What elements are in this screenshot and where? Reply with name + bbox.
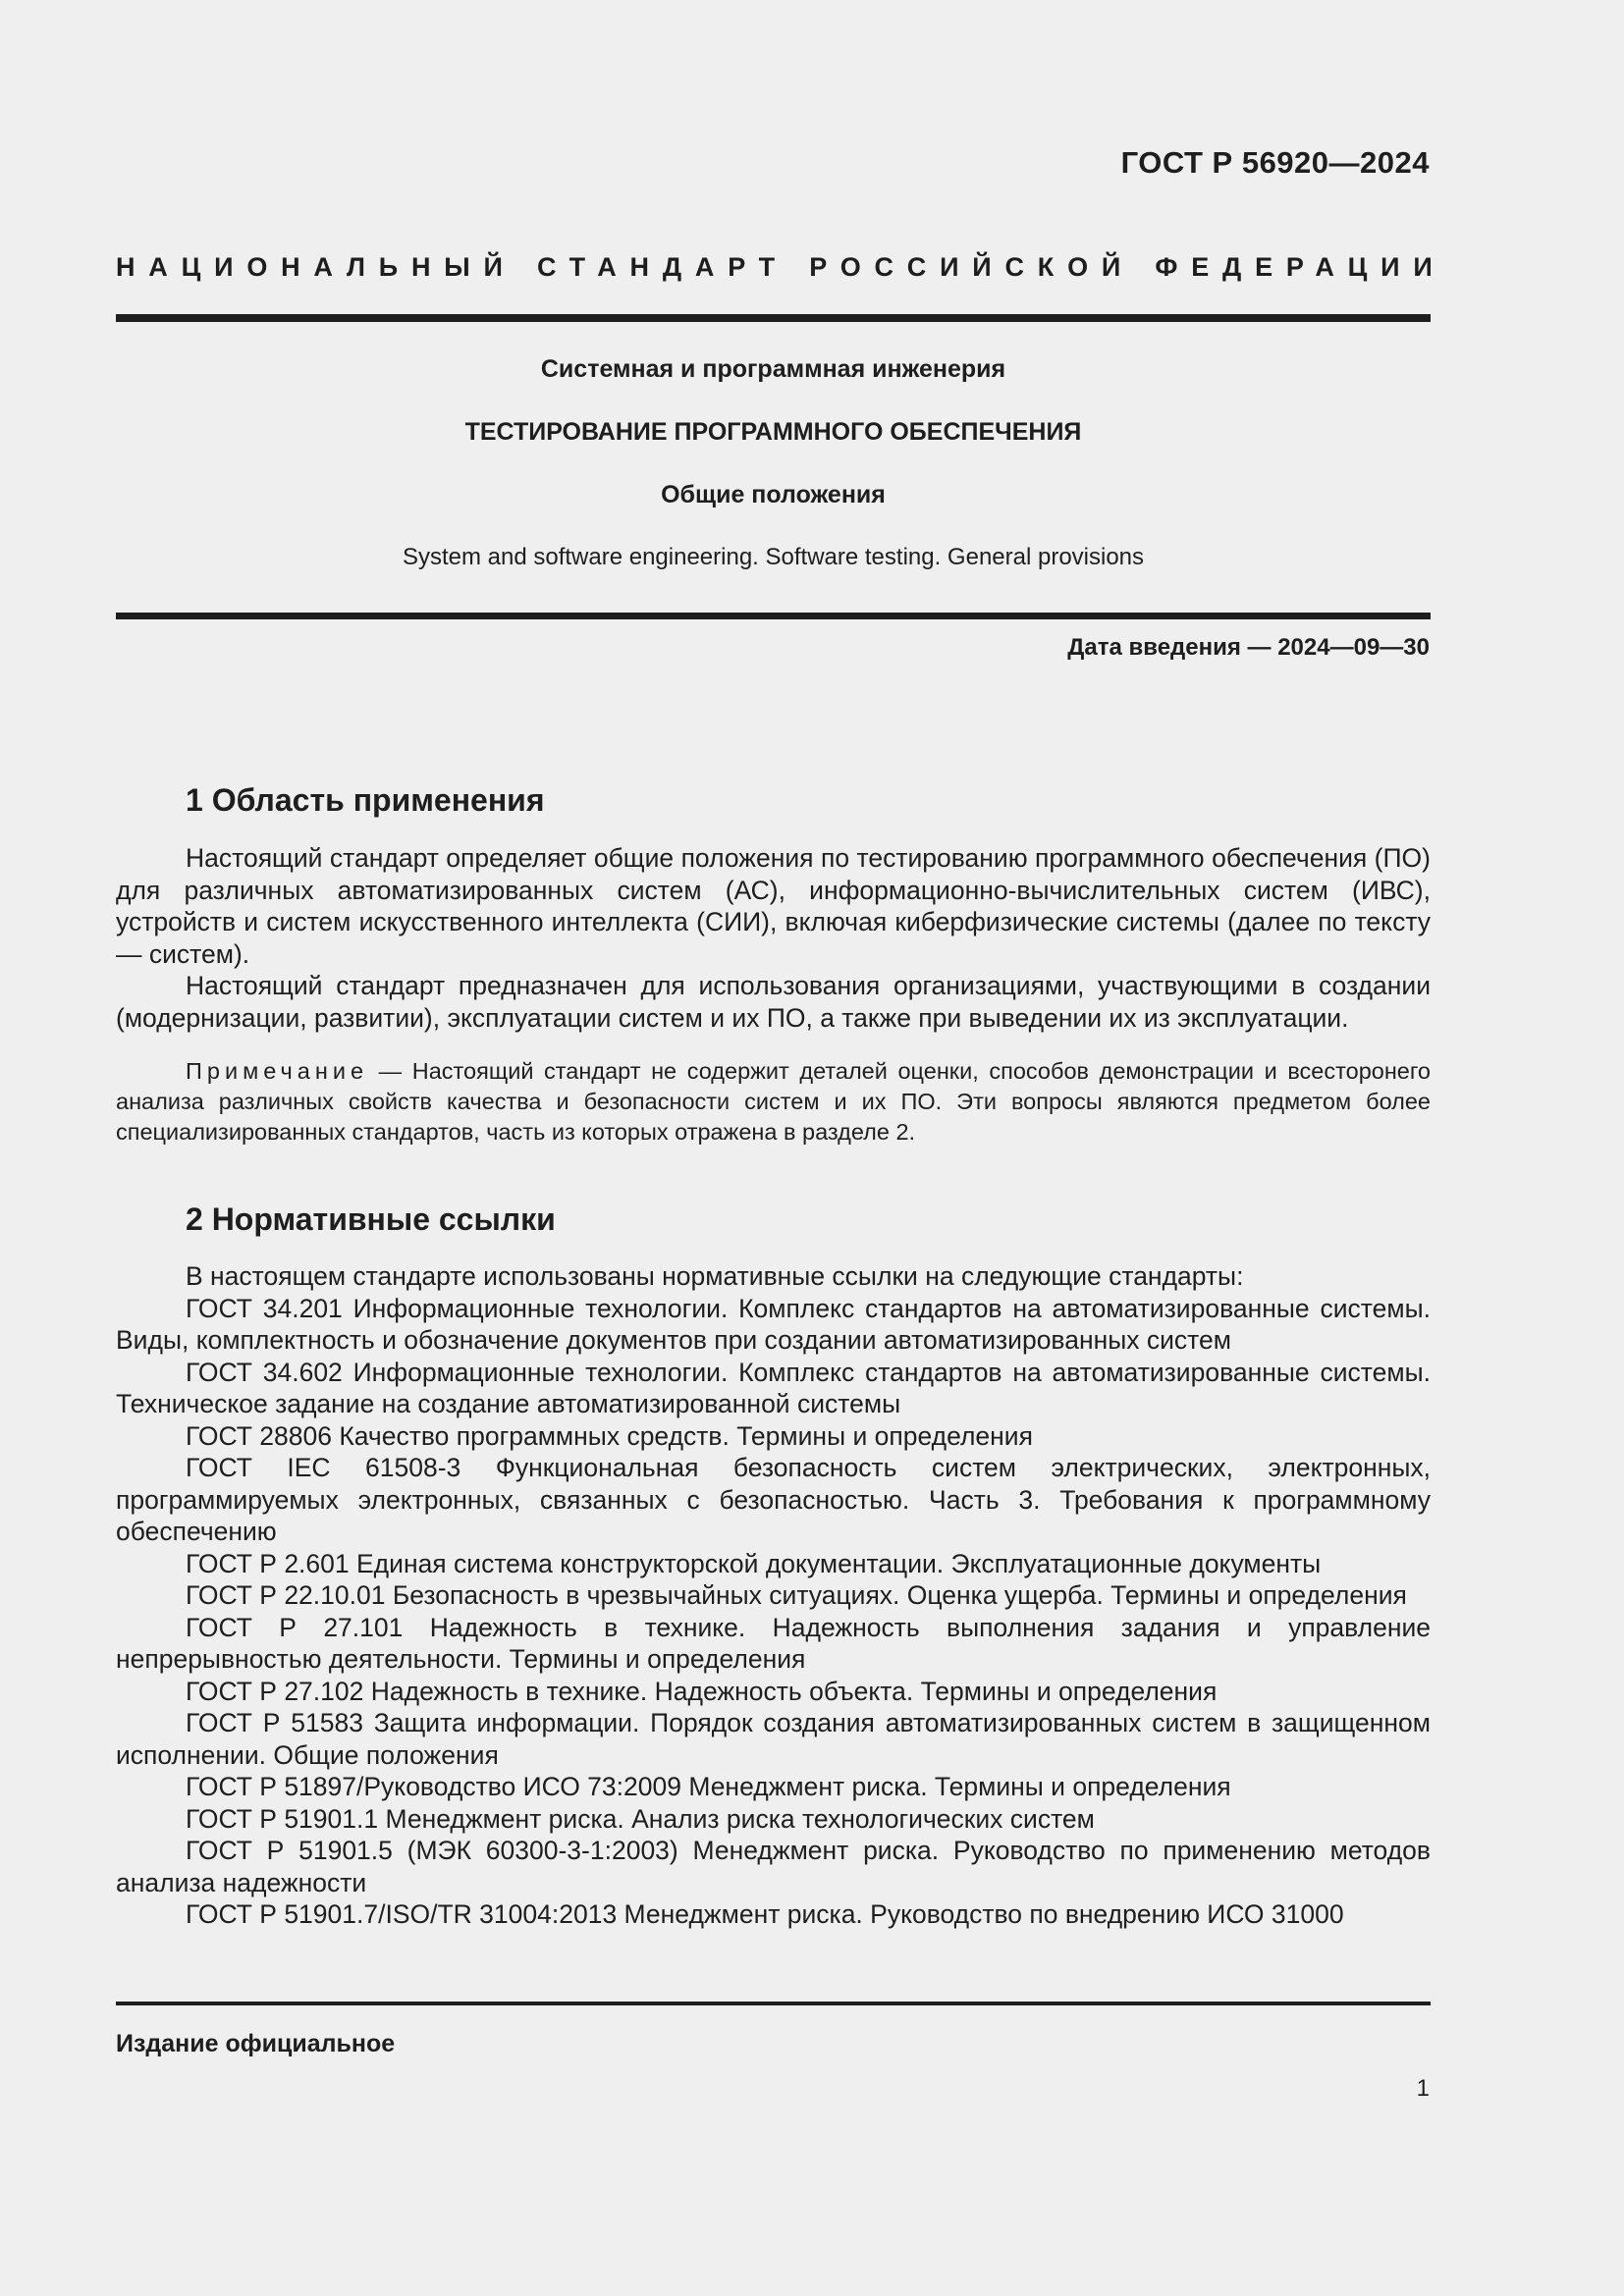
introduction-date: Дата введения — 2024—09—30 (1067, 634, 1430, 661)
note-label: Примечание (186, 1058, 369, 1084)
reference-item: ГОСТ Р 2.601 Единая система конструкторской документации. Эксплуатационные документы (186, 1548, 1322, 1578)
top-divider (116, 314, 1431, 322)
section-1-body (116, 842, 1431, 1034)
title-divider (116, 613, 1431, 619)
english-title: System and software engineering. Software testing. General provisions (402, 544, 1145, 570)
standard-main-title: ТЕСТИРОВАНИЕ ПРОГРАММНОГО ОБЕСПЕЧЕНИЯ (464, 418, 1082, 446)
reference-item: ГОСТ 28806 Качество программных средств. Термины и определения (186, 1420, 1033, 1451)
page-number: 1 (1416, 2075, 1430, 2102)
national-standard-title: НАЦИОНАЛЬНЫЙ СТАНДАРТ РОССИЙСКОЙ ФЕДЕРАЦИИ (116, 252, 1446, 282)
note-paragraph (116, 1056, 1431, 1148)
section-1-paragraph: Настоящий стандарт определяет общие положения по тестированию программного обеспечения (ПО) для различных автоматизированных систем (АС), информационно-вычислительных систем (ИВС), устройств и систем искусственного интеллекта (СИИ), включая киберфизические системы (далее по тексту — систем). (116, 843, 1431, 969)
section-2-heading: 2 Нормативные ссылки (186, 1201, 556, 1237)
reference-item: ГОСТ Р 51583 Защита информации. Порядок создания автоматизированных систем в защищенном исполнении. Общие положения (116, 1708, 1431, 1770)
reference-item: ГОСТ Р 22.10.01 Безопасность в чрезвычайных ситуациях. Оценка ущерба. Термины и определения (186, 1580, 1407, 1610)
reference-item: ГОСТ Р 27.102 Надежность в технике. Надежность объекта. Термины и определения (186, 1676, 1218, 1706)
reference-item: ГОСТ Р 51901.1 Менеджмент риска. Анализ риска технологических систем (186, 1803, 1095, 1834)
reference-item: ГОСТ Р 27.101 Надежность в технике. Надежность выполнения задания и управление непрерывностью деятельности. Термины и определения (116, 1612, 1431, 1674)
note-text: — Настоящий стандарт не содержит деталей оценки, способов демонстрации и всесторонего анализа различных свойств качества и безопасности систем и их ПО. Эти вопросы являются предметом более специализированных стандартов, часть из которых отражена в разделе 2. (116, 1058, 1431, 1145)
reference-item: ГОСТ 34.201 Информационные технологии. Комплекс стандартов на автоматизированные системы. Виды, комплектность и обозначение документов при создании автоматизированных систем (116, 1293, 1431, 1355)
section-1-heading: 1 Область применения (186, 782, 545, 818)
section-1-paragraph: Настоящий стандарт предназначен для использования организациями, участвующими в создании (модернизации, развитии), эксплуатации систем и их ПО, а также при выведении их из эксплуатации. (116, 971, 1431, 1033)
document-code: ГОСТ Р 56920—2024 (1120, 145, 1430, 180)
references-intro: В настоящем стандарте использованы нормативные ссылки на следующие стандарты: (186, 1261, 1244, 1291)
reference-item: ГОСТ Р 51901.5 (МЭК 60300-3-1:2003) Менеджмент риска. Руководство по применению методов анализа надежности (116, 1836, 1431, 1897)
standard-subtitle: Общие положения (661, 481, 886, 508)
reference-item: ГОСТ IEC 61508-3 Функциональная безопасность систем электрических, электронных, программируемых электронных, связанных с безопасностью. Часть 3. Требования к программному обеспечению (116, 1453, 1431, 1546)
reference-item: ГОСТ 34.602 Информационные технологии. Комплекс стандартов на автоматизированные системы. Техническое задание на создание автоматизированной системы (116, 1357, 1431, 1418)
section-2-body (116, 1260, 1431, 1931)
reference-item: ГОСТ Р 51897/Руководство ИСО 73:2009 Менеджмент риска. Термины и определения (186, 1772, 1231, 1801)
standard-subject: Системная и программная инженерия (540, 355, 1006, 383)
reference-item: ГОСТ Р 51901.7/ISO/TR 31004:2013 Менеджмент риска. Руководство по внедрению ИСО 31000 (186, 1899, 1344, 1929)
section-1-note (116, 1056, 1431, 1148)
footer-divider (116, 2002, 1431, 2005)
edition-label: Издание официальное (116, 2030, 396, 2057)
